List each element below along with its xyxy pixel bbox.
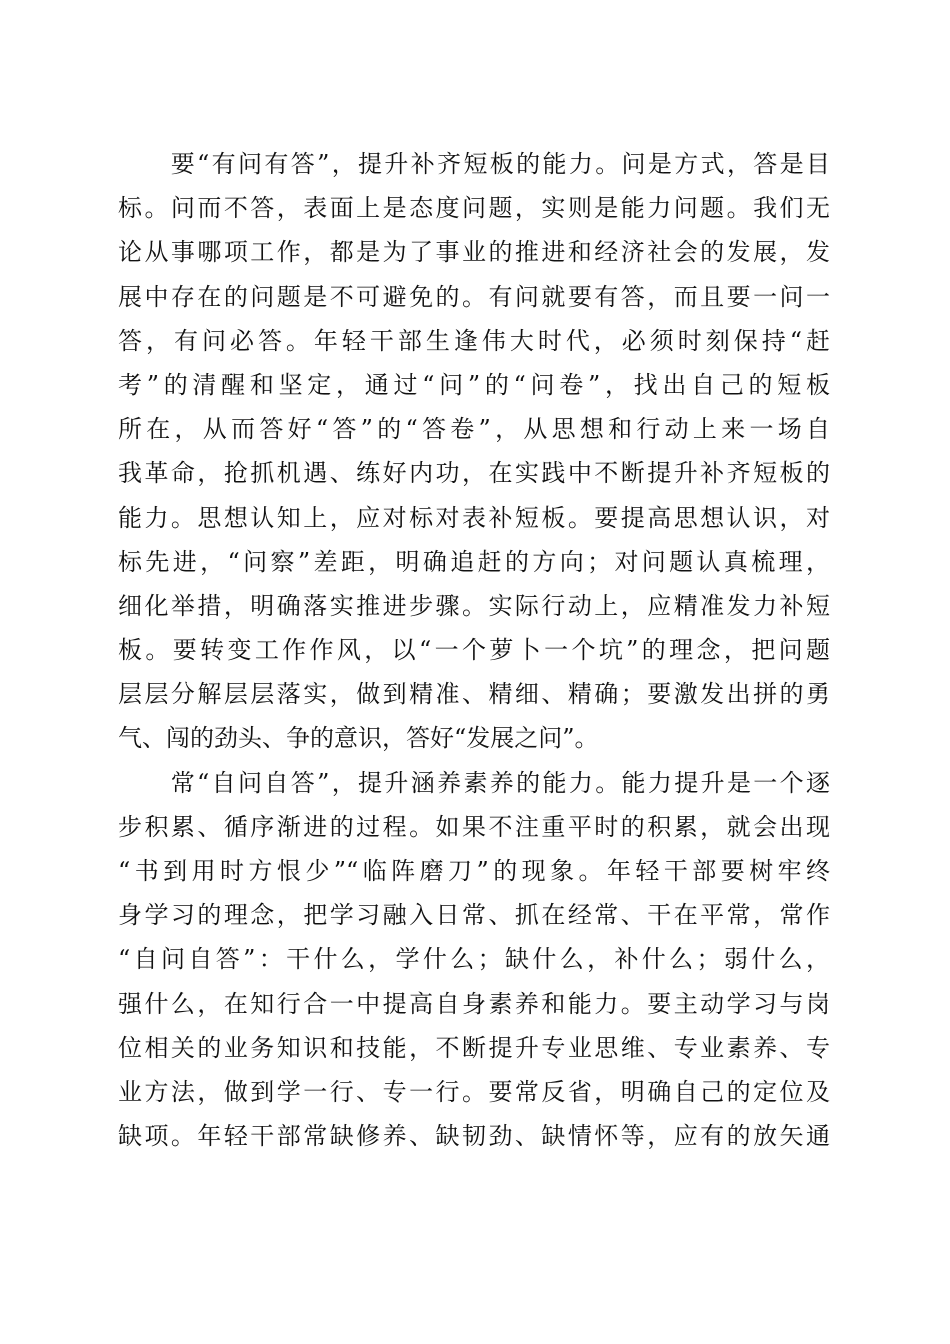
text-line: 标先进，“问察”差距，明确追赶的方向；对问题认真梳理， <box>118 547 830 576</box>
text-line: 常“自问自答”，提升涵养素养的能力。能力提升是一个逐 <box>118 768 830 797</box>
text-line: 气、闯的劲头、争的意识，答好“发展之问”。 <box>118 724 599 753</box>
text-line: 要“有问有答”，提升补齐短板的能力。问是方式，答是目 <box>118 150 830 178</box>
text-line: 考”的清醒和坚定，通过“问”的“问卷”，找出自己的短板 <box>118 370 830 399</box>
text-line: 细化举措，明确落实推进步骤。实际行动上，应精准发力补短 <box>118 591 830 620</box>
paragraph-1 <box>118 142 830 761</box>
body-text <box>118 142 830 1158</box>
text-line: 业方法，做到学一行、专一行。要常反省，明确自己的定位及 <box>118 1077 830 1106</box>
text-line: 所在，从而答好“答”的“答卷”，从思想和行动上来一场自 <box>118 415 830 444</box>
text-line: 位相关的业务知识和技能，不断提升专业思维、专业素养、专 <box>118 1033 830 1062</box>
text-line: 能力。思想认知上，应对标对表补短板。要提高思想认识，对 <box>118 503 830 532</box>
text-line: 步积累、循序渐进的过程。如果不注重平时的积累，就会出现 <box>118 812 830 841</box>
text-line: 缺项。年轻干部常缺修养、缺韧劲、缺情怀等，应有的放矢通 <box>118 1122 830 1151</box>
text-line: 板。要转变工作作风，以“一个萝卜一个坑”的理念，把问题 <box>118 636 830 665</box>
text-line: “自问自答”：干什么，学什么；缺什么，补什么；弱什么， <box>118 945 830 974</box>
text-line: “书到用时方恨少”“临阵磨刀”的现象。年轻干部要树牢终 <box>118 857 830 885</box>
text-line: 强什么，在知行合一中提高自身素养和能力。要主动学习与岗 <box>118 989 830 1018</box>
text-line: 论从事哪项工作，都是为了事业的推进和经济社会的发展，发 <box>118 238 830 267</box>
paragraph-2 <box>118 761 830 1159</box>
text-line: 身学习的理念，把学习融入日常、抓在经常、干在平常，常作 <box>118 901 830 930</box>
text-line: 我革命，抢抓机遇、练好内功，在实践中不断提升补齐短板的 <box>118 459 830 488</box>
text-line: 展中存在的问题是不可避免的。有问就要有答，而且要一问一 <box>118 282 830 311</box>
text-line: 答，有问必答。年轻干部生逢伟大时代，必须时刻保持“赶 <box>118 326 830 355</box>
text-line: 标。问而不答，表面上是态度问题，实则是能力问题。我们无 <box>118 194 830 223</box>
text-line: 层层分解层层落实，做到精准、精细、精确；要激发出拼的勇 <box>118 680 830 709</box>
